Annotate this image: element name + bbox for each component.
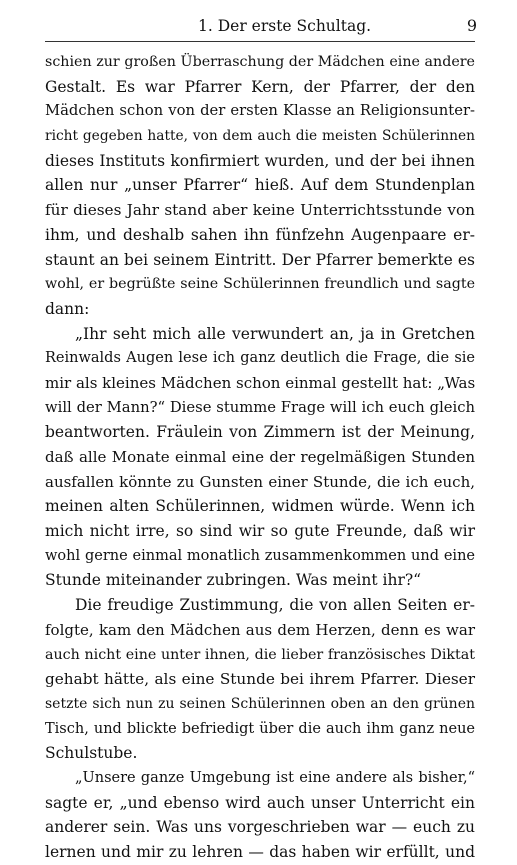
text-line: „Ihr seht mich alle verwundert an, ja in Gretchen bbox=[75, 324, 475, 343]
text-line: beantworten. Fräulein von Zimmern ist der Meinung, bbox=[45, 423, 475, 442]
running-title: 1. Der erste Schultag. bbox=[198, 17, 372, 35]
text-line: mir als kleines Mädchen schon einmal gestellt hat: „Was bbox=[45, 373, 476, 392]
text-line: dieses Instituts konfirmiert wurden, und der bei ihnen bbox=[45, 151, 475, 170]
text-line: Tisch, und blickte befriedigt über die auch ihm ganz neue bbox=[45, 720, 475, 737]
text-line: „Unsere ganze Umgebung ist eine andere als bisher,“ bbox=[75, 769, 475, 786]
text-line: allen nur „unser Pfarrer“ hieß. Auf dem Stundenplan bbox=[45, 176, 475, 195]
text-line: will der Mann?“ Diese stumme Frage will ich euch gleich bbox=[45, 398, 475, 416]
text-line: Die freudige Zustimmung, die von allen Seiten er- bbox=[75, 596, 475, 615]
text-line: Reinwalds Augen lese ich ganz deutlich die Frage, die sie bbox=[45, 350, 475, 367]
text-line: Schulstube. bbox=[45, 744, 138, 763]
text-line: meinen alten Schülerinnen, widmen würde. Wenn ich bbox=[45, 497, 475, 516]
text-line: folgte, kam den Mädchen aus dem Herzen, denn es war bbox=[45, 620, 475, 639]
text-line: Stunde miteinander zubringen. Was meint ihr?“ bbox=[45, 571, 422, 590]
text-line: daß alle Monate einmal eine der regelmäßigen Stunden bbox=[45, 448, 475, 466]
header-rule bbox=[45, 41, 475, 42]
text-line: dann: bbox=[45, 299, 90, 318]
text-line: setzte sich nun zu seinen Schülerinnen oben an den grünen bbox=[45, 695, 475, 712]
text-line: Mädchen schon von der ersten Klasse an Religionsunter- bbox=[45, 102, 475, 120]
running-head bbox=[0, 14, 517, 38]
text-line: ihm, und deshalb sahen ihn fünfzehn Augenpaare er- bbox=[45, 225, 475, 244]
text-line: gehabt hätte, als eine Stunde bei ihrem Pfarrer. Dieser bbox=[45, 670, 475, 689]
text-line: für dieses Jahr stand aber keine Unterrichtsstunde von bbox=[45, 201, 475, 220]
text-line: staunt an bei seinem Eintritt. Der Pfarrer bemerkte es bbox=[45, 250, 475, 269]
page-number: 9 bbox=[466, 16, 477, 35]
text-line: ausfallen könnte zu Gunsten einer Stunde, die ich euch, bbox=[45, 472, 475, 491]
text-line: mich nicht irre, so sind wir so gute Freunde, daß wir bbox=[45, 522, 475, 541]
text-line: anderer sein. Was uns vorgeschrieben war — euch zu bbox=[45, 818, 475, 837]
body-text bbox=[45, 50, 475, 865]
text-line: lernen und mir zu lehren — das haben wir erfüllt, und bbox=[45, 843, 475, 861]
text-line: auch nicht eine unter ihnen, die lieber französisches Diktat bbox=[45, 646, 475, 663]
text-line: Gestalt. Es war Pfarrer Kern, der Pfarrer, der den bbox=[45, 77, 475, 96]
text-line: richt gegeben hatte, von dem auch die meisten Schülerinnen bbox=[45, 128, 475, 145]
text-line: wohl gerne einmal monatlich zusammenkommen und eine bbox=[45, 547, 475, 564]
text-line: sagte er, „und ebenso wird auch unser Unterricht ein bbox=[45, 793, 475, 812]
text-line: schien zur großen Überraschung der Mädchen eine andere bbox=[45, 54, 475, 70]
text-line: wohl, er begrüßte seine Schülerinnen freundlich und sagte bbox=[45, 276, 475, 293]
